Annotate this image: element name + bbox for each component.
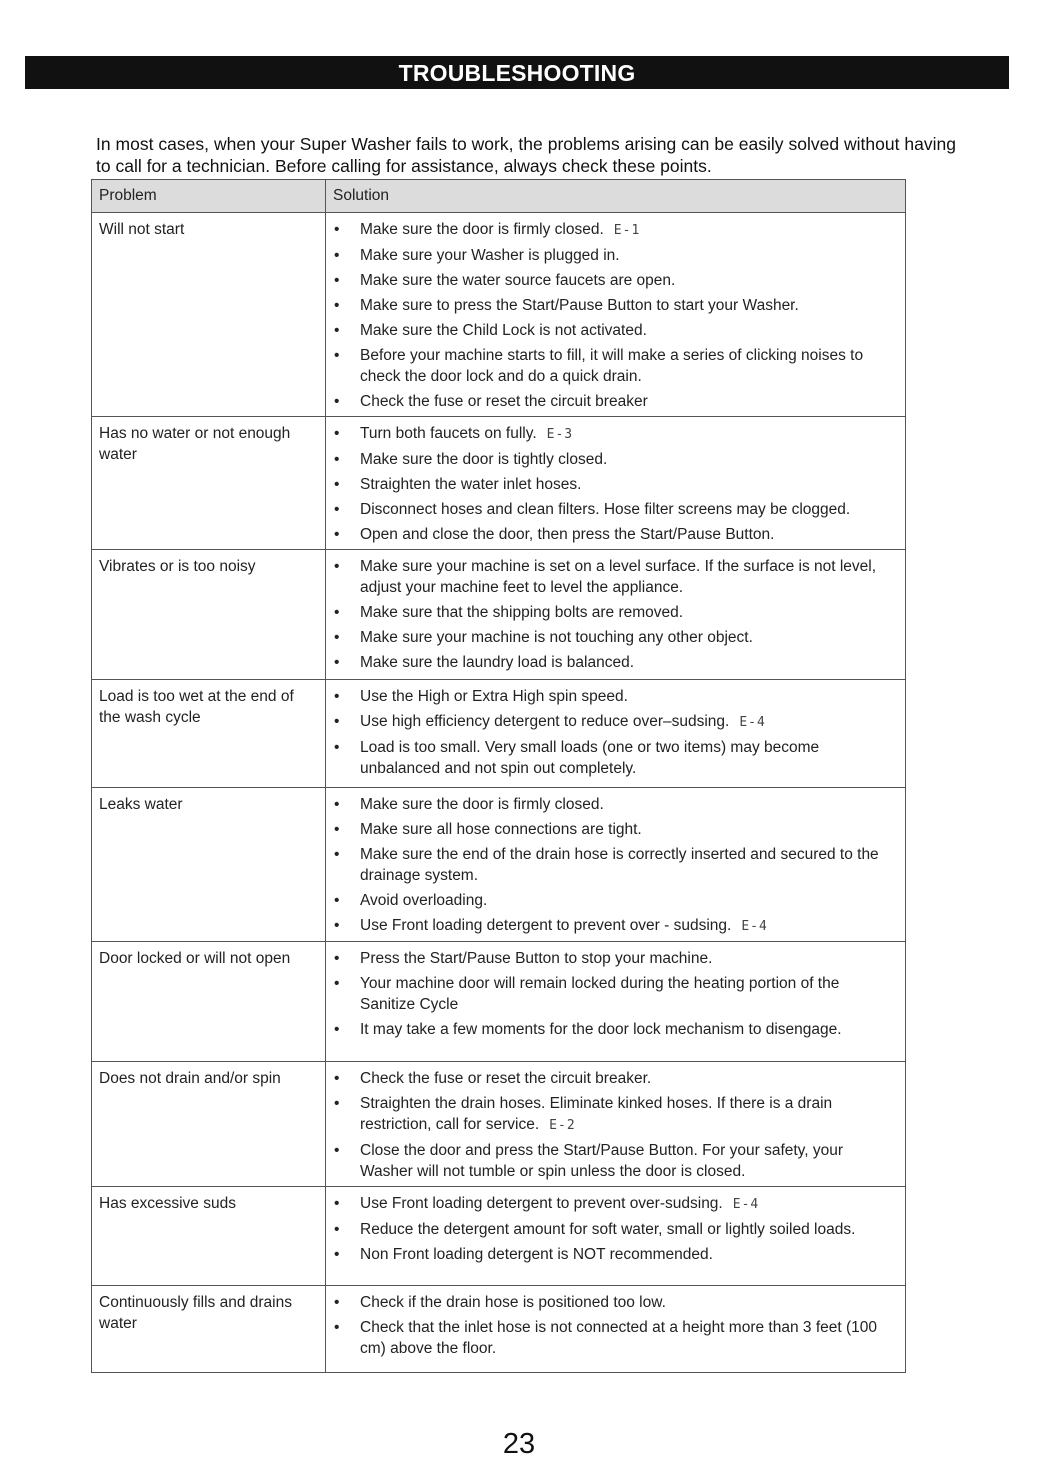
- table-row: [92, 1286, 906, 1373]
- page-title: TROUBLESHOOTING: [25, 56, 1009, 89]
- solution-cell: [326, 1187, 906, 1286]
- error-code: E-4: [732, 1197, 760, 1212]
- solution-cell: [326, 213, 906, 417]
- solution-text: Make sure the end of the drain hose is correctly inserted and secured to the drainage system.: [360, 846, 879, 884]
- bullet-icon: •: [334, 713, 340, 730]
- solution-item: [333, 890, 897, 911]
- solution-item: [333, 948, 897, 969]
- solution-item: [333, 556, 897, 598]
- bullet-icon: •: [334, 975, 340, 992]
- bullet-icon: •: [334, 425, 340, 442]
- solution-item: [333, 391, 897, 412]
- solution-item: [333, 627, 897, 648]
- solution-text: Make sure the door is firmly closed.: [360, 221, 604, 238]
- solution-text: Make sure the door is firmly closed.: [360, 796, 604, 813]
- solution-cell: [326, 417, 906, 550]
- solution-list: [333, 1292, 897, 1359]
- solution-item: [333, 524, 897, 545]
- bullet-icon: •: [334, 393, 340, 410]
- solution-text: Straighten the water inlet hoses.: [360, 476, 582, 493]
- solution-list: [333, 556, 897, 673]
- bullet-icon: •: [334, 688, 340, 705]
- bullet-icon: •: [334, 558, 340, 575]
- bullet-icon: •: [334, 1195, 340, 1212]
- solution-cell: [326, 1062, 906, 1187]
- page-number: 23: [502, 1428, 536, 1460]
- error-code: E-3: [546, 427, 574, 442]
- solution-text: Check the fuse or reset the circuit breaker.: [360, 1070, 652, 1087]
- bullet-icon: •: [334, 1246, 340, 1263]
- bullet-icon: •: [334, 604, 340, 621]
- bullet-icon: •: [334, 796, 340, 813]
- bullet-icon: •: [334, 821, 340, 838]
- solution-text: Use high efficiency detergent to reduce over–sudsing.: [360, 713, 730, 730]
- solution-cell: [326, 1286, 906, 1373]
- table-header-row: [92, 180, 906, 213]
- solution-text: Check if the drain hose is positioned too low.: [360, 1294, 666, 1311]
- bullet-icon: •: [334, 501, 340, 518]
- solution-text: Make sure to press the Start/Pause Button to start your Washer.: [360, 297, 799, 314]
- solution-text: Use Front loading detergent to prevent over-sudsing.: [360, 1195, 723, 1212]
- bullet-icon: •: [334, 451, 340, 468]
- solution-item: [333, 915, 897, 937]
- table-row: [92, 417, 906, 550]
- solution-item: [333, 711, 897, 733]
- problem-cell: Has no water or not enough water: [92, 417, 326, 550]
- problem-cell: Door locked or will not open: [92, 942, 326, 1062]
- solution-list: [333, 794, 897, 937]
- solution-item: [333, 1193, 897, 1215]
- intro-paragraph: In most cases, when your Super Washer fails to work, the problems arising can be easily solved without having to call for a technician. Before calling for assistance, always check these points.: [96, 133, 956, 176]
- solution-item: [333, 652, 897, 673]
- bullet-icon: •: [334, 247, 340, 264]
- solution-list: [333, 686, 897, 779]
- solution-text: Make sure the door is tightly closed.: [360, 451, 608, 468]
- solution-text: Straighten the drain hoses. Eliminate kinked hoses. If there is a drain restriction, call for service.: [360, 1095, 833, 1133]
- bullet-icon: •: [334, 221, 340, 238]
- bullet-icon: •: [334, 347, 340, 364]
- solution-text: Make sure all hose connections are tight.: [360, 821, 642, 838]
- table-row: [92, 942, 906, 1062]
- bullet-icon: •: [334, 1319, 340, 1336]
- bullet-icon: •: [334, 476, 340, 493]
- solution-item: [333, 1244, 897, 1265]
- bullet-icon: •: [334, 629, 340, 646]
- solution-item: [333, 602, 897, 623]
- solution-item: [333, 345, 897, 387]
- bullet-icon: •: [334, 526, 340, 543]
- solution-cell: [326, 788, 906, 942]
- solution-text: Before your machine starts to fill, it will make a series of clicking noises to check the door lock and do a quick drain.: [360, 347, 864, 385]
- error-code: E-4: [739, 715, 766, 730]
- bullet-icon: •: [334, 892, 340, 909]
- solution-text: Use the High or Extra High spin speed.: [360, 688, 628, 705]
- solution-item: [333, 1068, 897, 1089]
- solution-cell: [326, 550, 906, 680]
- solution-text: Make sure the Child Lock is not activated.: [360, 322, 647, 339]
- solution-text: Check the fuse or reset the circuit breaker: [360, 393, 648, 410]
- solution-item: [333, 686, 897, 707]
- solution-item: [333, 423, 897, 445]
- error-code: E-1: [613, 223, 641, 238]
- solution-text: Make sure your Washer is plugged in.: [360, 247, 620, 264]
- solution-list: [333, 423, 897, 545]
- table-body: [92, 213, 906, 1373]
- problem-cell: Has excessive suds: [92, 1187, 326, 1286]
- bullet-icon: •: [334, 1142, 340, 1159]
- bullet-icon: •: [334, 950, 340, 967]
- solution-item: [333, 794, 897, 815]
- problem-column-header: Problem: [92, 180, 326, 213]
- solution-text: Press the Start/Pause Button to stop your machine.: [360, 950, 713, 967]
- solution-item: [333, 270, 897, 291]
- bullet-icon: •: [334, 654, 340, 671]
- solution-text: Load is too small. Very small loads (one or two items) may become unbalanced and not spin out completely.: [360, 739, 820, 777]
- bullet-icon: •: [334, 322, 340, 339]
- solution-cell: [326, 680, 906, 788]
- bullet-icon: •: [334, 1095, 340, 1112]
- problem-cell: Does not drain and/or spin: [92, 1062, 326, 1187]
- bullet-icon: •: [334, 1070, 340, 1087]
- solution-text: Make sure the laundry load is balanced.: [360, 654, 634, 671]
- solution-item: [333, 474, 897, 495]
- solution-list: [333, 948, 897, 1040]
- table-row: [92, 550, 906, 680]
- bullet-icon: •: [334, 1021, 340, 1038]
- bullet-icon: •: [334, 272, 340, 289]
- table-row: [92, 1062, 906, 1187]
- bullet-icon: •: [334, 1294, 340, 1311]
- solution-text: Your machine door will remain locked during the heating portion of the Sanitize Cycle: [360, 975, 840, 1013]
- table-row: [92, 1187, 906, 1286]
- solution-item: [333, 1219, 897, 1240]
- problem-cell: Load is too wet at the end of the wash cycle: [92, 680, 326, 788]
- solution-cell: [326, 942, 906, 1062]
- solution-item: [333, 449, 897, 470]
- solution-text: Open and close the door, then press the Start/Pause Button.: [360, 526, 775, 543]
- solution-item: [333, 973, 897, 1015]
- solution-item: [333, 1019, 897, 1040]
- troubleshooting-table: [91, 179, 906, 1373]
- bullet-icon: •: [334, 739, 340, 756]
- solution-list: [333, 1193, 897, 1265]
- solution-item: [333, 819, 897, 840]
- solution-text: Check that the inlet hose is not connected at a height more than 3 feet (100 cm) above the floor.: [360, 1319, 878, 1357]
- solution-item: [333, 1093, 897, 1136]
- solution-item: [333, 219, 897, 241]
- error-code: E-4: [741, 919, 768, 934]
- bullet-icon: •: [334, 1221, 340, 1238]
- solution-list: [333, 1068, 897, 1182]
- table-row: [92, 788, 906, 942]
- solution-text: Close the door and press the Start/Pause Button. For your safety, your Washer will not tumble or spin unless the door is closed.: [360, 1142, 844, 1180]
- bullet-icon: •: [334, 917, 340, 934]
- solution-text: Make sure your machine is set on a level surface. If the surface is not level, adjust your machine feet to level the appliance.: [360, 558, 877, 596]
- solution-text: Non Front loading detergent is NOT recommended.: [360, 1246, 713, 1263]
- solution-item: [333, 1140, 897, 1182]
- problem-cell: Leaks water: [92, 788, 326, 942]
- table-row: [92, 213, 906, 417]
- solution-column-header: Solution: [326, 180, 906, 213]
- solution-text: Turn both faucets on fully.: [360, 425, 537, 442]
- solution-text: Reduce the detergent amount for soft water, small or lightly soiled loads.: [360, 1221, 856, 1238]
- solution-text: Use Front loading detergent to prevent over - sudsing.: [360, 917, 732, 934]
- error-code: E-2: [549, 1118, 576, 1133]
- solution-item: [333, 499, 897, 520]
- solution-item: [333, 844, 897, 886]
- bullet-icon: •: [334, 297, 340, 314]
- solution-item: [333, 245, 897, 266]
- problem-cell: Will not start: [92, 213, 326, 417]
- solution-text: Make sure that the shipping bolts are removed.: [360, 604, 684, 621]
- solution-text: It may take a few moments for the door lock mechanism to disengage.: [360, 1021, 842, 1038]
- solution-item: [333, 320, 897, 341]
- solution-item: [333, 1292, 897, 1313]
- solution-item: [333, 737, 897, 779]
- solution-text: Avoid overloading.: [360, 892, 488, 909]
- solution-item: [333, 1317, 897, 1359]
- solution-item: [333, 295, 897, 316]
- table-row: [92, 680, 906, 788]
- solution-list: [333, 219, 897, 412]
- bullet-icon: •: [334, 846, 340, 863]
- problem-cell: Vibrates or is too noisy: [92, 550, 326, 680]
- problem-cell: Continuously fills and drains water: [92, 1286, 326, 1373]
- solution-text: Disconnect hoses and clean filters. Hose filter screens may be clogged.: [360, 501, 851, 518]
- solution-text: Make sure your machine is not touching any other object.: [360, 629, 753, 646]
- solution-text: Make sure the water source faucets are open.: [360, 272, 676, 289]
